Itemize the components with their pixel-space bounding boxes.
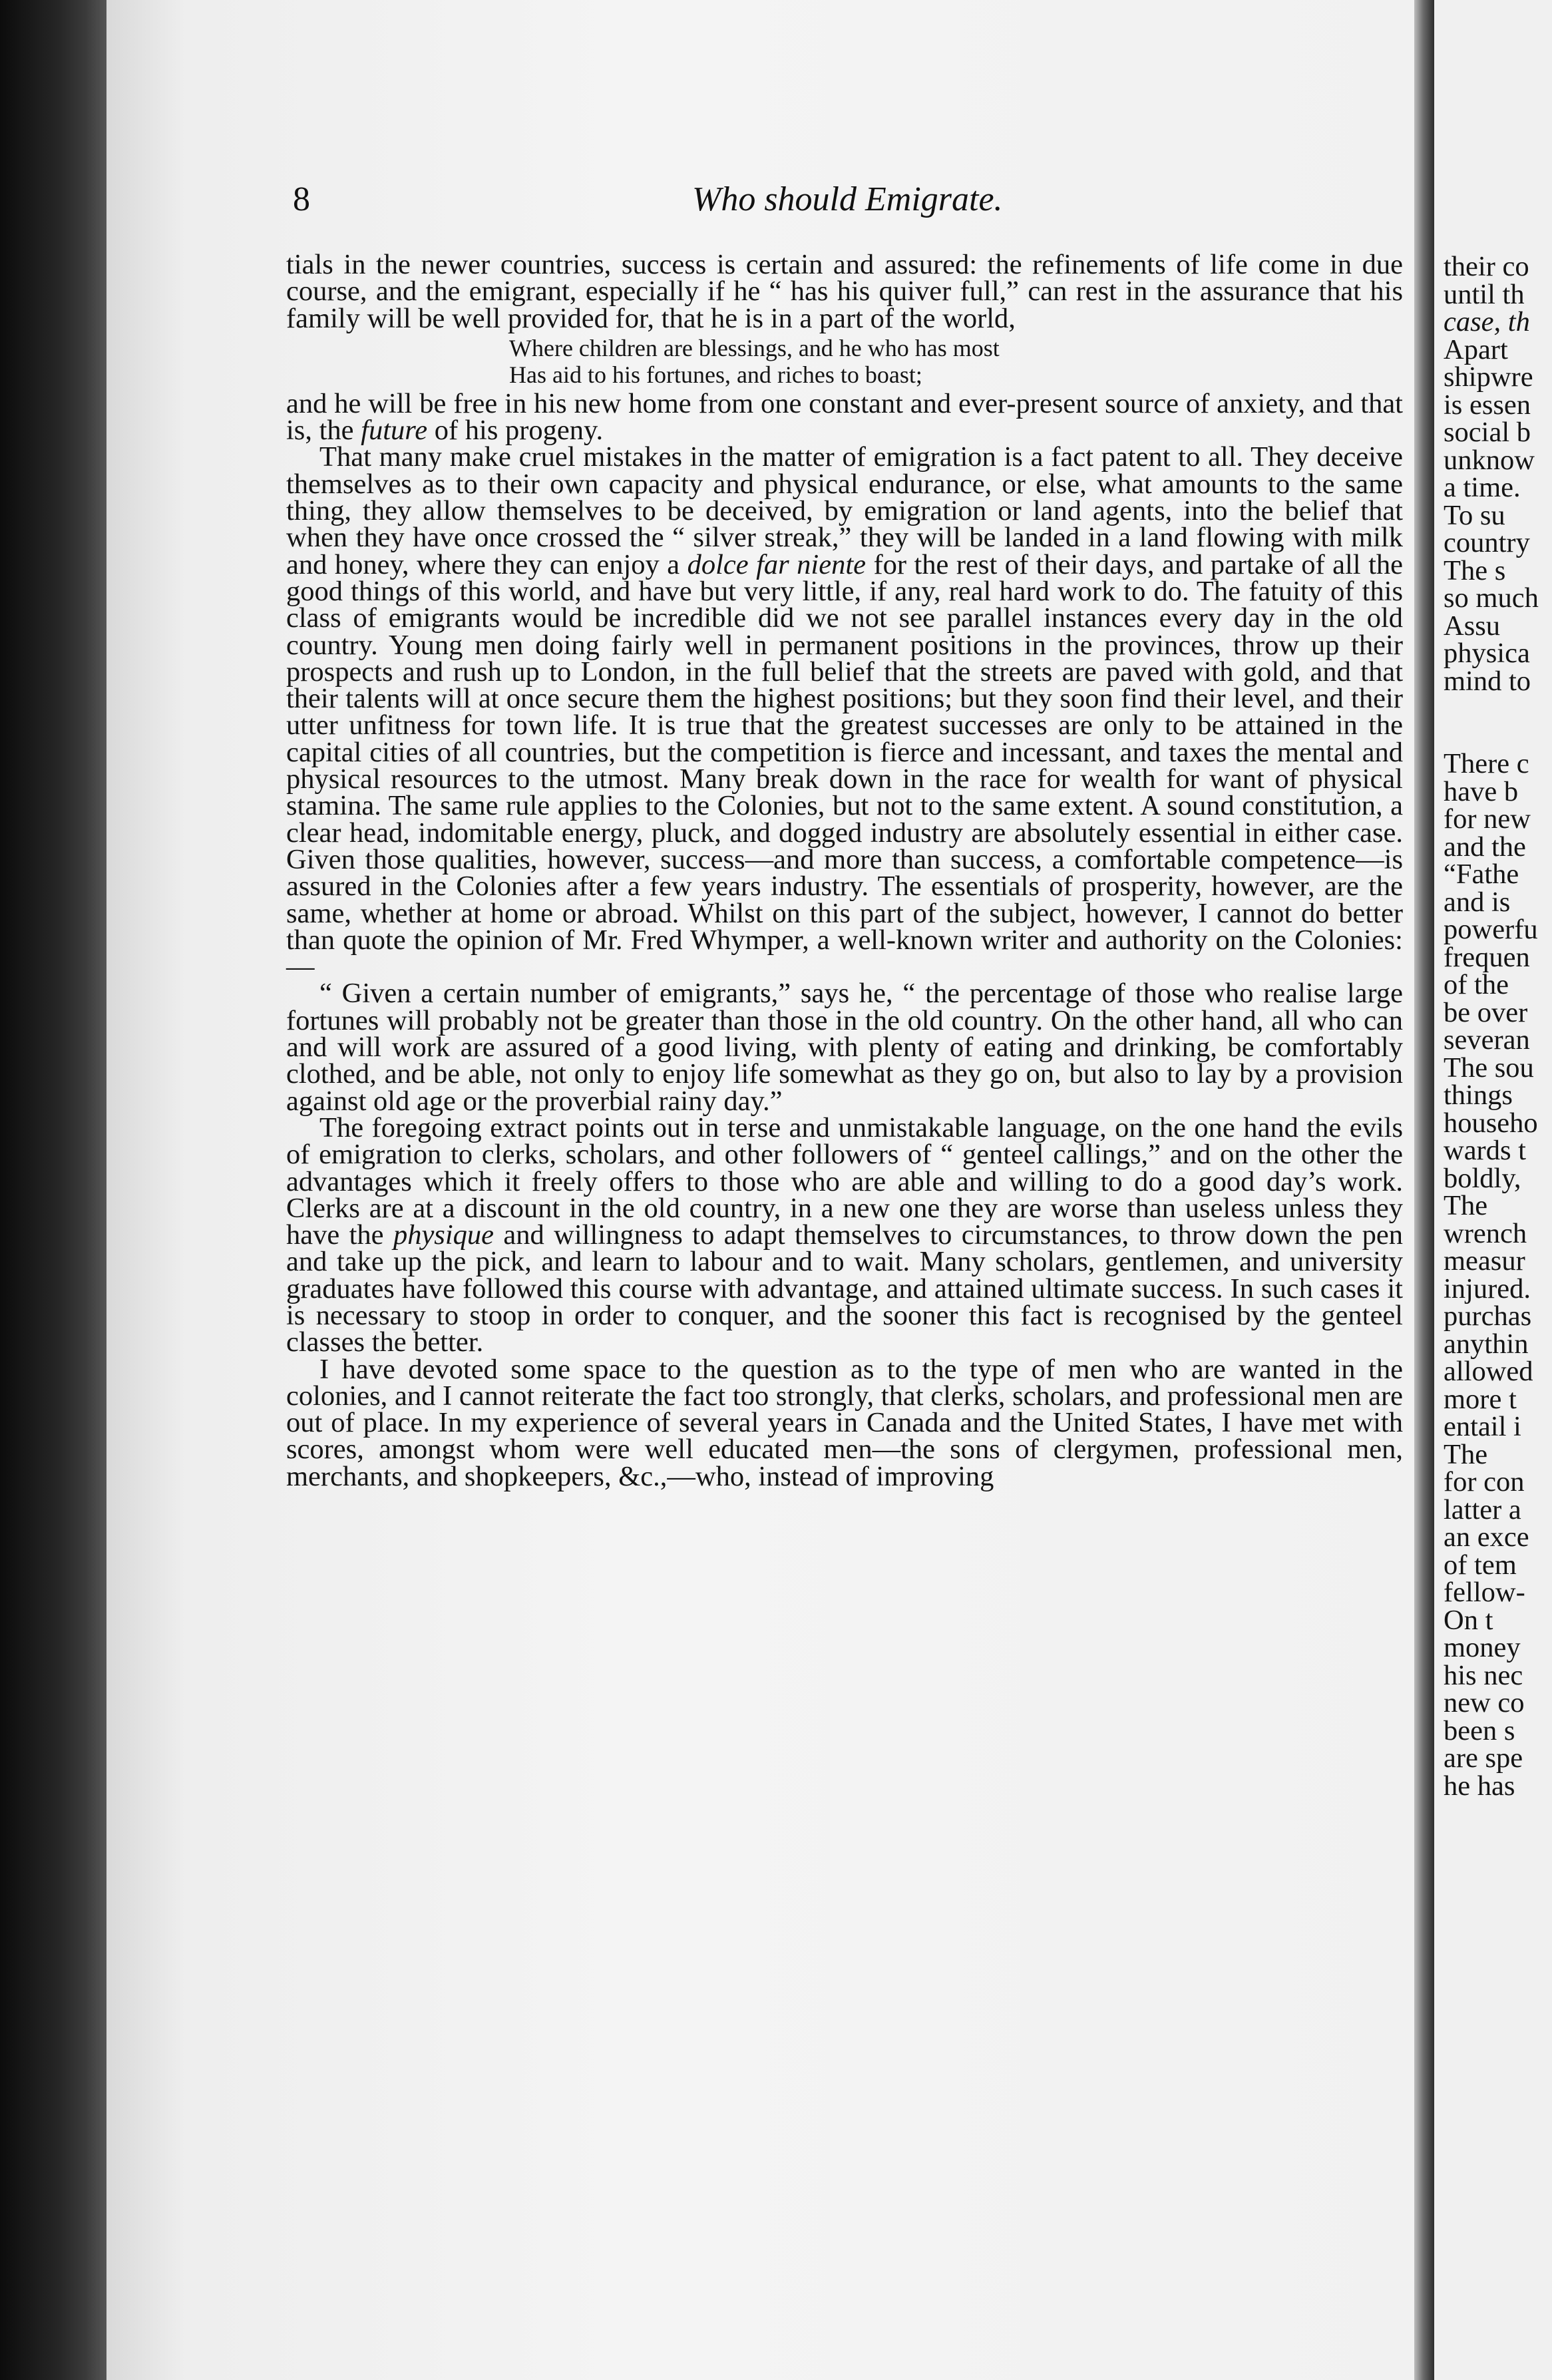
facing-line: be over <box>1444 996 1528 1028</box>
facing-line: shipwre <box>1444 361 1533 393</box>
facing-line: Apart <box>1444 333 1508 365</box>
facing-page-text <box>1444 253 1552 1800</box>
facing-line: The s <box>1444 554 1506 586</box>
facing-line: new co <box>1444 1687 1525 1718</box>
facing-line: been s <box>1444 1714 1515 1746</box>
facing-line: entail i <box>1444 1411 1521 1442</box>
facing-line: measur <box>1444 1245 1525 1277</box>
facing-line: and the <box>1444 831 1526 863</box>
page-gutter <box>1414 0 1434 2380</box>
facing-line: househo <box>1444 1107 1538 1139</box>
facing-line: is essen <box>1444 389 1531 421</box>
paragraph-1: tials in the newer countries, success is certain and assured: the refinements of life come in due course, and the emigrant, especially if he “ has his quiver full,” can rest in the assurance that his family will be well provided for, that he is in a part of the world, <box>286 249 1403 334</box>
facing-line: purchas <box>1444 1300 1532 1332</box>
facing-line: unknow <box>1444 444 1535 476</box>
facing-line: “Fathe <box>1444 859 1519 890</box>
facing-line: powerfu <box>1444 914 1538 945</box>
facing-line: Assu <box>1444 610 1501 642</box>
facing-line: severan <box>1444 1024 1530 1056</box>
facing-line: country <box>1444 527 1530 558</box>
facing-line <box>1444 723 1552 751</box>
facing-line: of the <box>1444 969 1509 1000</box>
running-title: Who should Emigrate. <box>692 180 1003 218</box>
facing-line: There c <box>1444 748 1529 779</box>
paragraph-4: “ Given a certain number of emigrants,” says he, “ the percentage of those who realise large fortunes will probably not be greater than those in the old country. On the other hand, all who can and will work are assured of a good living, with plenty of eating and drinking, be comfortably clothed, and be able, not only to enjoy life somewhat as they go on, but also to lay by a provision against old age or the proverbial rainy day.” <box>286 978 1403 1117</box>
facing-line: for con <box>1444 1466 1525 1497</box>
verse-line-2: Has aid to his fortunes, and riches to boast; <box>509 361 922 388</box>
binding-edge <box>0 0 106 2380</box>
facing-line: physica <box>1444 638 1530 669</box>
facing-line: On t <box>1444 1604 1493 1636</box>
facing-line: wrench <box>1444 1217 1527 1249</box>
facing-line <box>1444 695 1552 723</box>
paragraph-3: That many make cruel mistakes in the matter of emigration is a fact patent to all. They deceive themselves as to their own capacity and physical endurance, or else, what amounts to the same thing, they allow themselves to be deceived, by emigration or land agents, into the belief that when they have once crossed the “ silver streak,” they will be landed in a land flowing with milk and honey, where they can enjoy a dolce far niente for the rest of their days, and partake of all the good things of this world, and have but very little, if any, real hard work to do. The fatuity of this class of emigrants would be incredible did we not see parallel instances every day in the old country. Young men doing fairly well in permanent positions in the provinces, throw up their prospects and rush up to London, in the full belief that the streets are paved with gold, and that their talents will at once secure them the highest positions; but they soon find their level, and their utter unfitness for town life. It is true that the greatest successes are only to be attained in the capital cities of all countries, but the competition is fierce and incessant, and taxes the mental and physical resources to the utmost. Many break down in the race for wealth for want of physical stamina. The same rule applies to the Colonies, but not to the same extent. A sound constitution, a clear head, indomitable energy, pluck, and dogged industry are absolutely essential in either case. Given those qualities, however, success—and more than success, a comfortable competence—is assured in the Colonies after a few years industry. The essentials of prosperity, however, are the same, whether at home or abroad. Whilst on this part of the subject, however, I cannot do better than quote the opinion of Mr. Fred Whymper, a well-known writer and authority on the Colonies:— <box>286 441 1403 983</box>
facing-line: are spe <box>1444 1742 1523 1774</box>
body-text <box>286 249 1403 1492</box>
facing-line: money <box>1444 1632 1521 1663</box>
facing-line: have b <box>1444 775 1519 807</box>
facing-line: social b <box>1444 417 1531 448</box>
facing-line: more t <box>1444 1383 1517 1415</box>
facing-line: for new <box>1444 803 1531 835</box>
facing-line: things <box>1444 1080 1513 1111</box>
facing-line: their co <box>1444 251 1529 282</box>
facing-line: case, th <box>1444 306 1530 337</box>
facing-line: mind to <box>1444 665 1531 697</box>
facing-line: fellow- <box>1444 1577 1525 1608</box>
facing-line: boldly, <box>1444 1162 1521 1194</box>
facing-line: an exce <box>1444 1521 1529 1553</box>
facing-line: his nec <box>1444 1659 1523 1691</box>
facing-line: a time. <box>1444 472 1521 503</box>
facing-line: until th <box>1444 278 1525 310</box>
facing-page <box>1434 0 1552 2380</box>
verse-line-1: Where children are blessings, and he who has most <box>509 334 1000 361</box>
facing-line: he has <box>1444 1770 1515 1802</box>
page-header <box>293 180 1418 226</box>
facing-line: so much <box>1444 582 1539 614</box>
page-number: 8 <box>293 180 310 218</box>
paragraph-5: The foregoing extract points out in terse and unmistakable language, on the one hand the evils of emigration to clerks, scholars, and other followers of “ genteel callings,” and on the other the advantages which it freely offers to those who are able and willing to do a good day’s work. Clerks are at a discount in the old country, in a new one they are worse than useless unless they have the physique and willingness to adapt themselves to circumstances, to throw down the pen and take up the pick, and learn to labour and to wait. Many scholars, gentlemen, and university graduates have followed this course with advantage, and attained ultimate success. In such cases it is necessary to stoop in order to conquer, and the sooner this fact is recognised by the genteel classes the better. <box>286 1111 1403 1358</box>
facing-line: frequen <box>1444 941 1530 973</box>
paragraph-2: and he will be free in his new home from one constant and ever-present source of anxiety, and that is, the future of his progeny. <box>286 387 1403 447</box>
paragraph-6: I have devoted some space to the question as to the type of men who are wanted in the colonies, and I cannot reiterate the fact too strongly, that clerks, scholars, and professional men are out of place. In my experience of several years in Canada and the United States, I have met with scores, amongst whom were well educated men—the sons of clergymen, professional men, merchants, and shopkeepers, &c.,—who, instead of improving <box>286 1353 1403 1492</box>
facing-line: allowed <box>1444 1356 1533 1387</box>
facing-line: anythin <box>1444 1328 1529 1360</box>
facing-line: The <box>1444 1190 1488 1221</box>
facing-line: The sou <box>1444 1052 1534 1084</box>
facing-line: and is <box>1444 886 1511 918</box>
facing-line: The <box>1444 1438 1488 1470</box>
facing-line: latter a <box>1444 1493 1521 1525</box>
facing-line: To su <box>1444 499 1505 531</box>
facing-line: injured. <box>1444 1273 1531 1304</box>
facing-line: of tem <box>1444 1549 1517 1581</box>
verse-quote <box>509 335 1403 388</box>
facing-line: wards t <box>1444 1135 1526 1166</box>
